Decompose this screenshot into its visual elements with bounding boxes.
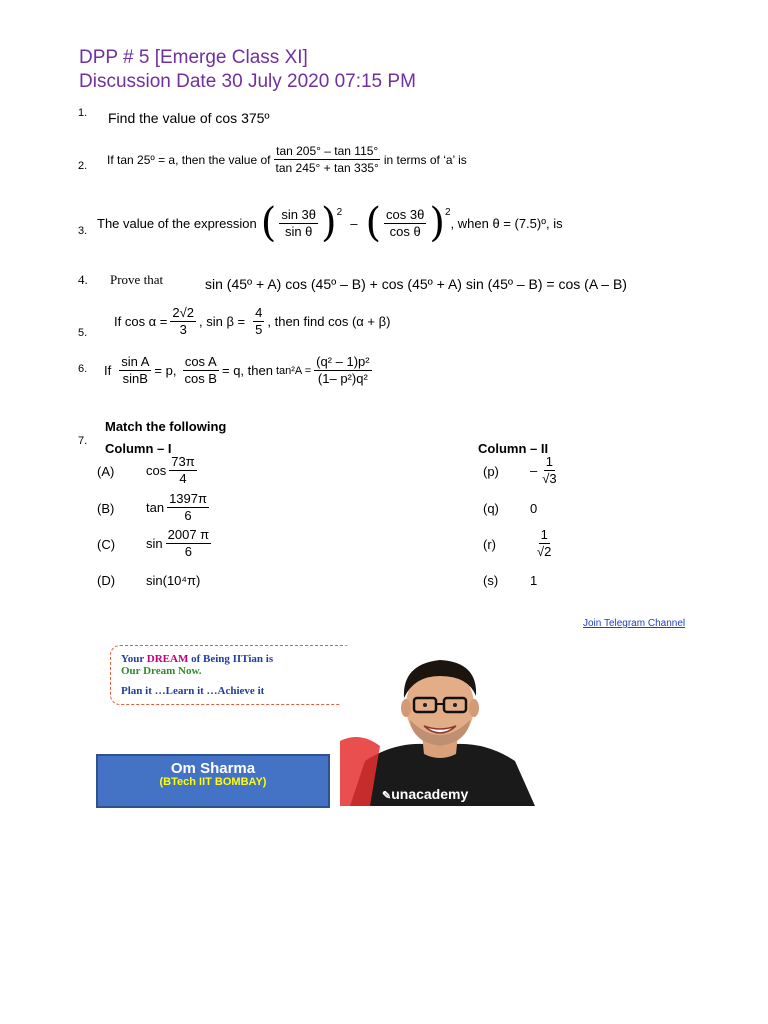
row-q-value: 0 — [530, 501, 538, 516]
row-b-num: 1397π — [169, 491, 207, 506]
question-number: 5. — [78, 327, 88, 339]
q3-prefix: The value of the expression — [97, 215, 257, 231]
row-r-value — [532, 527, 556, 560]
row-label: (q) — [483, 501, 499, 516]
row-b-func: tan — [146, 500, 165, 515]
q3-suffix: , when θ = (7.5)º, is — [450, 215, 563, 231]
q6-eq-p: = p, — [154, 363, 177, 378]
row-label: (D) — [97, 573, 116, 588]
promo-line-1: Your DREAM of Being IITian is — [121, 653, 274, 665]
paren-open: ( — [260, 200, 277, 246]
unacademy-icon: ✎ — [382, 790, 392, 802]
q3-fraction-1 — [279, 207, 318, 240]
q3-minus: – — [350, 215, 358, 231]
question-1: Find the value of cos 375º — [108, 110, 270, 126]
q6-f1-num: sin A — [121, 354, 150, 369]
row-p-value — [530, 454, 562, 487]
q2-fraction — [274, 143, 381, 176]
telegram-link[interactable]: Join Telegram Channel — [583, 618, 686, 629]
row-b-fraction — [167, 491, 209, 524]
q6-f2-den: cos B — [184, 371, 217, 386]
q3-f1-den: sin θ — [284, 223, 313, 239]
row-a-fraction — [169, 454, 196, 487]
paren-close: ) — [429, 200, 445, 246]
q6-f2-num: cos A — [184, 354, 217, 369]
question-number: 4. — [78, 272, 88, 287]
brand-logo: ✎unacademy — [382, 786, 469, 802]
q5-fraction-b — [253, 305, 264, 338]
q6-fraction-3 — [314, 354, 371, 387]
q2-numerator: tan 205° – tan 115° — [276, 144, 379, 158]
teacher-illustration — [340, 646, 540, 806]
row-p-den: √3 — [542, 471, 557, 486]
q3-f2-den: cos θ — [389, 223, 421, 239]
row-label: (p) — [483, 464, 499, 479]
q2-suffix: in terms of ‘a’ is — [383, 152, 467, 167]
q3-square-1: 2 — [336, 207, 343, 218]
row-label: (B) — [97, 501, 115, 516]
q6-eq-q: = q, then — [221, 363, 273, 378]
row-label: (r) — [483, 537, 496, 552]
question-number: 6. — [78, 363, 88, 375]
row-a-expression — [146, 454, 200, 487]
q6-f1-den: sinB — [122, 371, 148, 386]
q5-suffix: , then find cos (α + β) — [267, 314, 391, 329]
question-3 — [97, 200, 563, 246]
row-c-den: 6 — [184, 544, 192, 559]
question-6 — [104, 354, 375, 387]
match-heading: Match the following — [105, 419, 227, 434]
row-c-fraction — [166, 527, 212, 560]
discussion-date: Discussion Date 30 July 2020 07:15 PM — [79, 71, 416, 92]
paren-close: ) — [321, 200, 337, 246]
row-a-den: 4 — [179, 471, 187, 486]
promo-line-3: Plan it …Learn it …Achieve it — [121, 685, 265, 697]
name-banner — [96, 754, 330, 808]
row-r-fraction — [535, 527, 553, 560]
row-label: (C) — [97, 537, 116, 552]
promo-dream-box — [110, 645, 354, 705]
q3-f2-num: cos 3θ — [386, 206, 425, 222]
page-title: DPP # 5 [Emerge Class XI] — [79, 47, 308, 68]
teacher-photo — [340, 646, 540, 806]
row-d-expression: sin(10⁴π) — [146, 573, 201, 588]
q3-fraction-2 — [384, 207, 426, 240]
column-1-header: Column – I — [105, 441, 172, 456]
q6-if: If — [104, 363, 112, 378]
row-label: (s) — [483, 573, 499, 588]
question-number: 3. — [78, 225, 88, 237]
row-a-num: 73π — [171, 454, 195, 469]
q6-fraction-2 — [182, 354, 219, 387]
q3-f1-num: sin 3θ — [281, 206, 317, 222]
q5-a-den: 3 — [179, 322, 187, 337]
teacher-name: Om Sharma — [170, 760, 256, 777]
q6-fraction-1 — [119, 354, 151, 387]
q6-tan: tan²A = — [275, 364, 312, 377]
question-number: 7. — [78, 435, 88, 447]
q5-b-den: 5 — [255, 322, 263, 337]
row-r-den: √2 — [537, 544, 552, 559]
paren-open: ( — [365, 200, 382, 246]
q4-label: Prove that — [110, 272, 164, 287]
row-c-expression — [146, 527, 214, 560]
row-a-func: cos — [146, 463, 167, 478]
row-p-fraction — [540, 454, 558, 487]
question-5 — [114, 305, 390, 338]
q2-prefix: If tan 25º = a, then the value of — [107, 152, 271, 167]
q5-b-num: 4 — [255, 305, 263, 320]
q4-expression: sin (45º + A) cos (45º – B) + cos (45º + A) sin (45º – B) = cos (A – B) — [205, 276, 627, 292]
question-2 — [107, 143, 467, 176]
q5-fraction-a — [170, 305, 196, 338]
q6-f3-den: (1– p²)q² — [317, 371, 368, 386]
row-c-func: sin — [146, 536, 163, 551]
q5-a-num: 2√2 — [172, 305, 195, 320]
q6-f3-num: (q² – 1)p² — [316, 354, 370, 369]
promo-line-2: Our Dream Now. — [121, 665, 202, 677]
row-r-num: 1 — [540, 527, 548, 542]
row-b-den: 6 — [184, 508, 192, 523]
column-2-header: Column – II — [478, 441, 549, 456]
row-p-minus: – — [530, 463, 538, 478]
row-label: (A) — [97, 464, 115, 479]
row-p-num: 1 — [545, 454, 554, 469]
row-b-expression — [146, 491, 212, 524]
q2-denominator: tan 245° + tan 335° — [275, 161, 379, 175]
q3-square-2: 2 — [444, 207, 451, 218]
row-c-num: 2007 π — [167, 527, 210, 542]
teacher-credential: (BTech IIT BOMBAY) — [159, 776, 267, 788]
q5-mid: , sin β = — [199, 314, 246, 329]
q5-prefix: If cos α = — [114, 314, 168, 329]
row-s-value: 1 — [530, 573, 538, 588]
question-number: 2. — [78, 160, 88, 172]
question-number: 1. — [78, 107, 88, 119]
